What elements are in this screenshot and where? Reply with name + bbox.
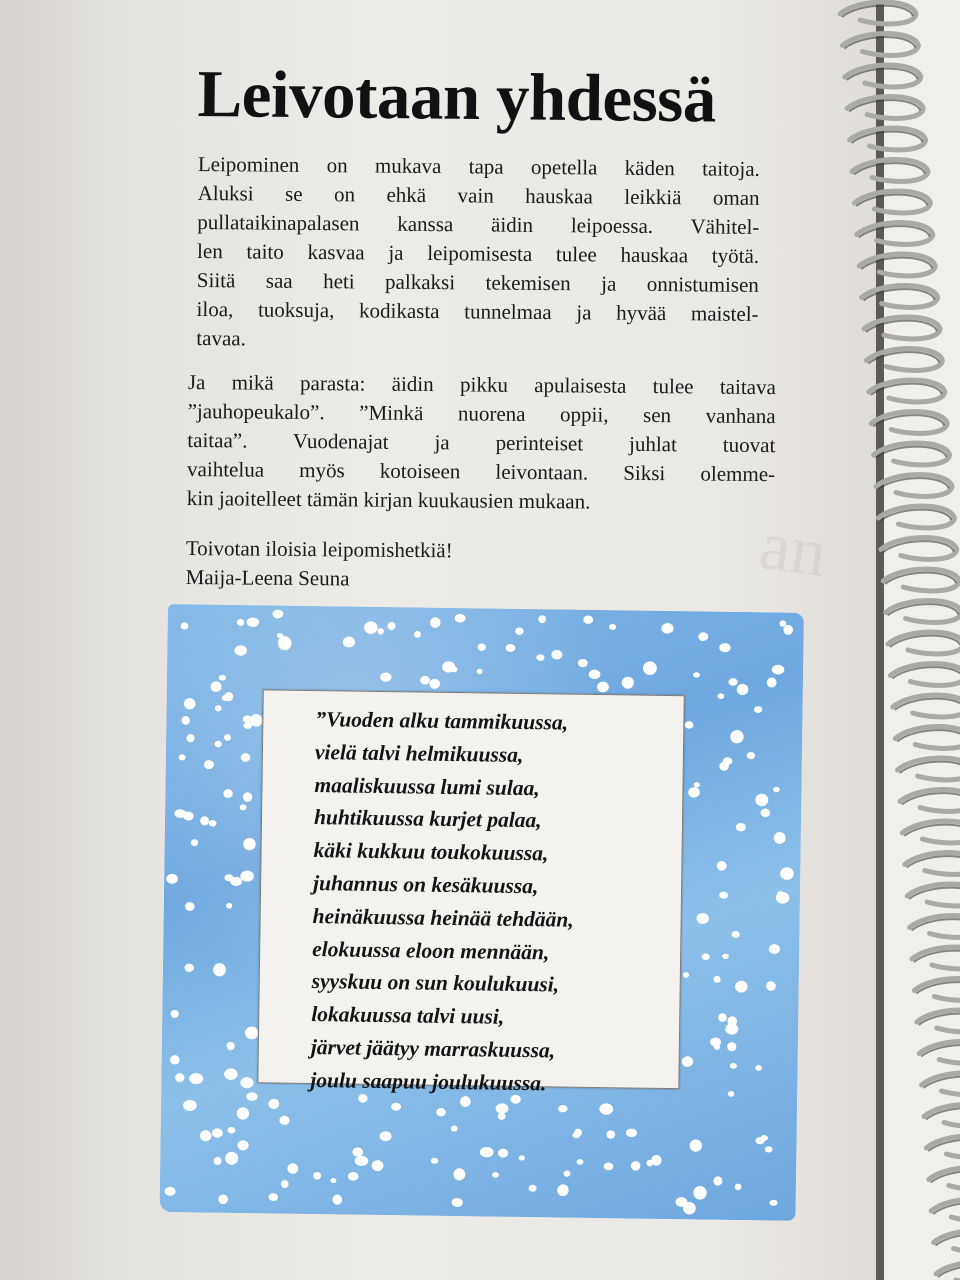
snow-dot — [767, 677, 777, 687]
snow-dot — [223, 789, 233, 798]
intro-line: Aluksi se on ehkä vain hauskaa leikkiä oman — [197, 180, 760, 210]
snow-dot — [241, 753, 251, 762]
second-line: vaihtelua myös kotoiseen leivontaan. Siksi olemme- — [187, 456, 776, 487]
bleed-through-text: an — [755, 506, 832, 593]
snow-dot — [372, 1160, 384, 1171]
snow-dot — [480, 1147, 494, 1158]
poem-line: maaliskuussa lumi sulaa, — [314, 772, 540, 800]
snow-dot — [626, 1129, 637, 1138]
snow-dot — [219, 675, 226, 681]
snow-dot — [228, 1127, 236, 1134]
snow-dot — [606, 1130, 615, 1139]
snow-dot — [769, 1200, 777, 1206]
snow-dot — [718, 1013, 727, 1022]
snow-dot — [380, 1131, 392, 1141]
snow-dot — [166, 874, 178, 884]
snow-dot — [215, 705, 222, 711]
snow-dot — [332, 1194, 342, 1204]
author-name: Maija-Leena Seuna — [185, 564, 350, 591]
snow-dot — [281, 1180, 289, 1188]
snow-dot — [769, 944, 780, 954]
snow-dot — [218, 1194, 228, 1204]
snow-dot — [226, 903, 232, 909]
snow-dot — [604, 1162, 614, 1170]
snow-dot — [247, 617, 260, 627]
snow-dot — [693, 1186, 707, 1200]
snow-dot — [215, 741, 222, 748]
second-paragraph — [187, 368, 776, 518]
poem-line: joulu saapuu joulukuussa. — [310, 1067, 547, 1096]
poem-line: järvet jäätyy marraskuussa, — [310, 1035, 556, 1063]
snow-dot — [564, 1170, 571, 1176]
snow-dot — [597, 682, 609, 693]
snow-dot — [213, 963, 226, 976]
snow-dot — [240, 871, 254, 882]
snow-dot — [330, 1178, 336, 1183]
snow-dot — [774, 832, 786, 844]
snow-dot — [179, 754, 186, 760]
snow-dot — [765, 1146, 773, 1152]
month-poem — [310, 703, 577, 1100]
snow-frame-illustration — [160, 604, 804, 1221]
snow-dot — [477, 669, 483, 674]
snow-dot — [246, 1092, 258, 1101]
signature-block — [185, 534, 605, 596]
snow-dot — [272, 610, 283, 619]
snow-dot — [735, 1184, 742, 1191]
snow-dot — [766, 981, 776, 991]
snow-dot — [643, 661, 657, 675]
second-line: kin jaoitelleet tämän kirjan kuukausien mukaan. — [186, 485, 591, 514]
snow-dot — [710, 1037, 721, 1046]
snow-dot — [498, 1112, 506, 1120]
snow-dot — [515, 627, 524, 635]
snow-dot — [352, 1147, 363, 1157]
snow-dot — [278, 636, 292, 650]
snow-dot — [237, 619, 244, 626]
snow-dot — [387, 622, 395, 630]
snow-dot — [191, 839, 198, 846]
snow-dot — [348, 1172, 359, 1181]
snow-dot — [583, 615, 593, 624]
poem-line: käki kukkuu toukokuussa, — [313, 838, 549, 866]
snow-dot — [538, 615, 546, 623]
snow-dot — [429, 679, 440, 689]
snow-dot — [287, 1163, 298, 1174]
snow-dot — [453, 1168, 465, 1180]
snow-dot — [528, 1185, 536, 1192]
snow-dot — [431, 1158, 438, 1164]
snow-dot — [496, 1103, 509, 1113]
poem-box — [257, 689, 684, 1096]
snow-dot — [243, 792, 253, 802]
intro-line: Siitä saa heti palkaksi tekemisen ja onnistumisen — [196, 267, 759, 297]
snow-dot — [755, 1065, 762, 1071]
snow-dot — [451, 1125, 458, 1131]
intro-line: Leipominen on mukava tapa opetella käden taitoja. — [197, 151, 760, 181]
snow-dot — [519, 1155, 525, 1160]
snow-dot — [755, 794, 768, 807]
snow-dot — [661, 623, 673, 634]
snow-dot — [183, 1100, 197, 1111]
snow-dot — [478, 643, 486, 651]
snow-dot — [200, 1130, 212, 1141]
snow-dot — [701, 953, 709, 960]
intro-paragraph — [196, 150, 760, 358]
snow-dot — [181, 716, 190, 725]
snow-dot — [430, 617, 441, 628]
snow-dot — [772, 665, 785, 675]
snow-dot — [536, 654, 544, 661]
intro-line: iloa, tuoksuja, kodikasta tunnelmaa ja hyvää maistel- — [196, 296, 759, 326]
snow-dot — [557, 1184, 569, 1196]
snow-dot — [599, 1103, 613, 1115]
snow-dot — [391, 1103, 401, 1111]
snow-dot — [184, 964, 194, 972]
snow-dot — [224, 734, 231, 741]
snow-dot — [558, 1105, 568, 1113]
snow-dot — [688, 787, 700, 798]
snow-dot — [773, 787, 780, 792]
snow-dot — [685, 721, 694, 729]
poem-line: vielä talvi helmikuussa, — [314, 739, 524, 767]
snow-dot — [225, 1152, 238, 1165]
snow-dot — [717, 861, 727, 871]
snow-dot — [732, 931, 740, 938]
snow-dot — [355, 1156, 369, 1166]
snow-dot — [420, 676, 430, 685]
snow-dot — [609, 624, 616, 630]
snow-dot — [728, 1091, 735, 1097]
poem-line: elokuussa eloon mennään, — [312, 936, 550, 964]
snow-dot — [730, 1063, 737, 1069]
snow-dot — [505, 644, 515, 652]
snow-dot — [690, 1139, 703, 1151]
snow-dot — [224, 1068, 238, 1080]
snow-dot — [683, 972, 689, 978]
snow-dot — [243, 838, 256, 850]
snow-dot — [455, 614, 466, 623]
snow-dot — [780, 867, 794, 880]
snow-dot — [214, 1157, 222, 1165]
snow-dot — [727, 1042, 736, 1051]
snow-dot — [237, 1140, 248, 1150]
snow-dot — [622, 677, 634, 689]
snow-dot — [551, 650, 562, 660]
snow-dot — [268, 1193, 278, 1201]
snow-dot — [783, 625, 793, 635]
snow-dot — [498, 1149, 508, 1158]
snow-dot — [736, 823, 746, 832]
snow-dot — [171, 1010, 179, 1018]
snow-dot — [240, 1077, 253, 1088]
snow-dot — [747, 752, 755, 759]
snow-dot — [181, 622, 189, 629]
snow-dot — [268, 1099, 279, 1110]
snow-dot — [414, 631, 421, 638]
snow-dot — [728, 678, 737, 686]
intro-line: pullataikinapalasen kanssa äidin leipoessa. Vähitel- — [197, 209, 760, 239]
snow-dot — [730, 730, 744, 743]
snow-dot — [364, 621, 378, 634]
snow-dot — [492, 1172, 499, 1178]
snow-dot — [237, 1107, 250, 1120]
snow-dot — [737, 684, 749, 695]
closing-line: Toivotan iloisia leipomishetkiä! — [185, 535, 453, 563]
snow-dot — [204, 760, 214, 769]
snow-dot — [189, 1073, 203, 1084]
snow-dot — [279, 1116, 289, 1125]
poem-line: juhannus on kesäkuussa, — [312, 871, 539, 899]
intro-line: len taito kasvaa ja leipomisesta tulee hauskaa työtä. — [197, 238, 760, 268]
snow-dot — [240, 804, 247, 810]
snow-dot — [682, 1056, 694, 1067]
snow-dot — [589, 670, 601, 680]
snow-dot — [209, 820, 217, 827]
snow-dot — [713, 976, 720, 983]
snow-dot — [170, 1055, 180, 1065]
snow-dot — [719, 643, 731, 652]
snow-dot — [631, 1161, 641, 1171]
snow-dot — [210, 681, 221, 692]
snow-dot — [245, 1026, 259, 1039]
snow-dot — [694, 782, 700, 787]
snow-dot — [452, 1198, 463, 1207]
snow-dot — [722, 954, 729, 959]
snow-dot — [760, 808, 770, 817]
poem-line: heinäkuussa heinää tehdään, — [312, 903, 574, 932]
second-line: taitaa”. Vuodenajat ja perinteiset juhlat tuovat — [187, 427, 776, 458]
snow-dot — [717, 693, 724, 699]
snow-dot — [754, 706, 762, 713]
poem-line: lokakuussa talvi uusi, — [311, 1002, 505, 1029]
spiral-binding — [820, 0, 960, 1280]
snow-dot — [779, 620, 786, 626]
snow-dot — [725, 1023, 738, 1035]
snow-dot — [343, 637, 355, 648]
poem-line: huhtikuussa kurjet palaa, — [313, 805, 542, 833]
snow-dot — [377, 628, 383, 634]
snow-dot — [186, 734, 194, 743]
snow-dot — [696, 913, 709, 924]
snow-dot — [380, 672, 392, 681]
snow-dot — [165, 1187, 176, 1196]
snow-dot — [226, 1042, 234, 1051]
snow-dot — [185, 902, 195, 911]
second-line: Ja mikä parasta: äidin pikku apulaisesta tulee taitava — [187, 369, 776, 400]
intro-line: tavaa. — [196, 325, 247, 351]
snow-dot — [175, 1073, 185, 1082]
snow-dot — [719, 892, 728, 899]
snow-dot — [713, 1176, 722, 1186]
snow-dot — [436, 1108, 446, 1117]
poem-line: ”Vuoden alku tammikuussa, — [315, 707, 569, 735]
snow-dot — [184, 698, 196, 709]
snow-dot — [200, 816, 209, 825]
snow-dot — [234, 645, 247, 656]
poem-line: syyskuu on sun koulukuusi, — [311, 969, 560, 997]
snow-dot — [577, 1159, 584, 1165]
page-title: Leivotaan yhdessä — [197, 56, 717, 137]
snow-dot — [313, 1172, 321, 1180]
second-line: ”jauhopeukalo”. ”Minkä nuorena oppii, sen vanhana — [187, 398, 776, 429]
snow-dot — [735, 981, 748, 993]
snow-dot — [693, 672, 700, 677]
